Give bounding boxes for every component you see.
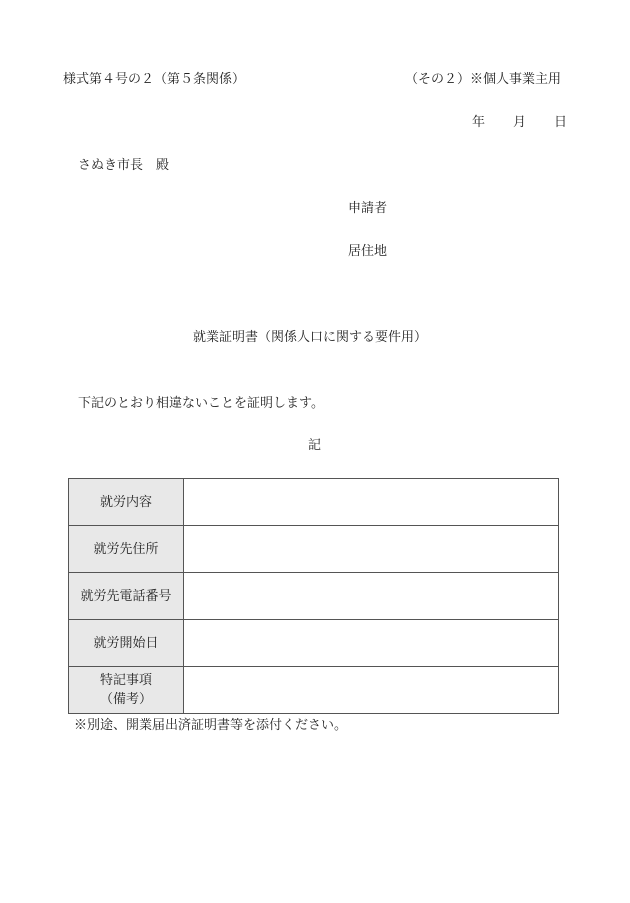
date-month-label: 月 [513, 115, 527, 130]
footnote: ※別途、開業届出済証明書等を添付ください。 [74, 718, 348, 733]
table-row [69, 573, 559, 620]
row-label: 就労先住所 [69, 526, 184, 573]
ki-heading: 記 [308, 438, 322, 453]
form-variant: （その２）※個人事業主用 [405, 72, 562, 87]
remarks-label: 特記事項 [99, 673, 152, 688]
row-label [69, 667, 184, 714]
applicant-label: 申請者 [348, 201, 388, 216]
remarks-field[interactable] [184, 667, 559, 714]
statement: 下記のとおり相違ないことを証明します。 [78, 396, 324, 411]
table-row [69, 479, 559, 526]
workplace-address-field[interactable] [184, 526, 559, 573]
form-number: 様式第４号の２（第５条関係） [63, 72, 246, 87]
document-title: 就業証明書（関係人口に関する要件用） [193, 330, 428, 345]
row-label: 就労開始日 [69, 620, 184, 667]
row-label: 就労先電話番号 [69, 573, 184, 620]
work-start-date-field[interactable] [184, 620, 559, 667]
work-content-field[interactable] [184, 479, 559, 526]
workplace-phone-field[interactable] [184, 573, 559, 620]
addressee: さぬき市長 殿 [78, 158, 170, 173]
date-year-label: 年 [472, 115, 486, 130]
table-row [69, 667, 559, 714]
table-row [69, 620, 559, 667]
row-label: 就労内容 [69, 479, 184, 526]
residence-label: 居住地 [348, 244, 388, 259]
certificate-table [68, 478, 559, 714]
table-row [69, 526, 559, 573]
remarks-sublabel: （備考） [99, 692, 152, 707]
date-day-label: 日 [554, 115, 568, 130]
